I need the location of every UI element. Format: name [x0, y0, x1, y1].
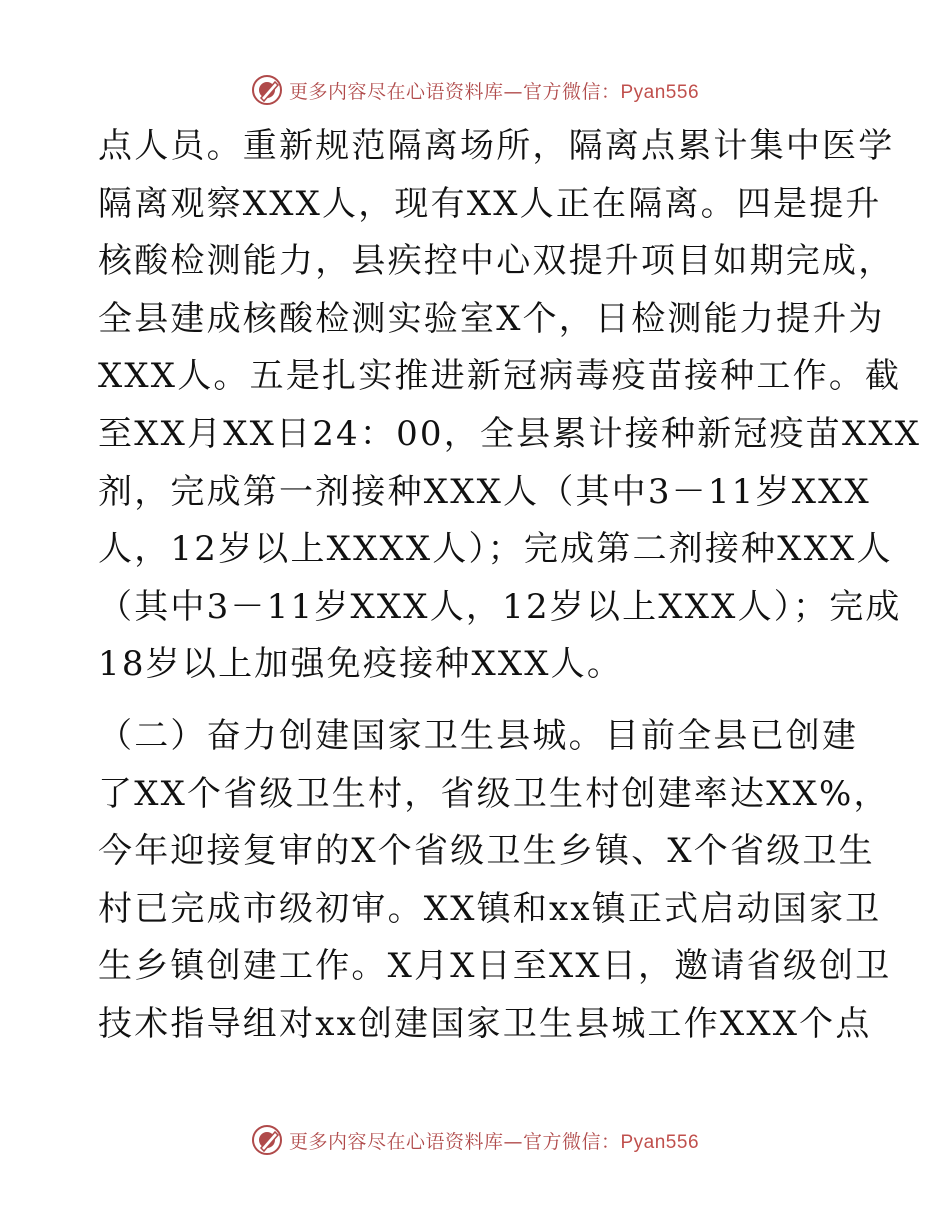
text-line: （二）奋力创建国家卫生县城。目前全县已创建 — [98, 715, 859, 756]
document-body — [98, 118, 922, 1054]
text-line: 今年迎接复审的X个省级卫生乡镇、X个省级卫生 — [98, 831, 875, 872]
text-line: 点人员。重新规范隔离场所，隔离点累计集中医学 — [98, 126, 895, 166]
text-line: 技术指导组对xx创建国家卫生县城工作XXX个点 — [98, 1003, 872, 1044]
watermark-separator: — — [503, 80, 523, 103]
text-line: XXX人。五是扎实推进新冠病毒疫苗接种工作。截 — [98, 356, 902, 397]
text-line: 至XX月XX日24：00，全县累计接种新冠疫苗XXX — [98, 413, 922, 454]
text-line: 全县建成核酸检测实验室X个，日检测能力提升为 — [98, 298, 885, 339]
watermark-text — [289, 1127, 699, 1154]
pen-seal-logo-icon — [251, 74, 283, 106]
pen-seal-logo-icon — [251, 1124, 283, 1156]
text-line: （其中3－11岁XXX人，12岁以上XXX人）；完成 — [98, 586, 902, 627]
watermark-wechat-label: 官方微信： — [522, 1130, 621, 1153]
paragraph-2 — [98, 708, 892, 1054]
text-line: 了XX个省级卫生村，省级卫生村创建率达XX%， — [98, 773, 890, 814]
paragraph-spacer — [98, 694, 858, 708]
text-line: 人，12岁以上XXXX人）；完成第二剂接种XXX人 — [98, 529, 893, 570]
text-line: 隔离观察XXX人，现有XX人正在隔离。四是提升 — [98, 183, 882, 224]
text-line: 生乡镇创建工作。X月X日至XX日，邀请省级创卫 — [98, 946, 892, 987]
watermark-banner-bottom — [0, 1120, 950, 1160]
text-line: 村已完成市级初审。XX镇和xx镇正式启动国家卫 — [98, 888, 882, 929]
watermark-text — [289, 77, 699, 104]
watermark-main-text: 更多内容尽在心语资料库 — [288, 1130, 504, 1153]
text-line: 剂，完成第一剂接种XXX人（其中3－11岁XXX — [98, 471, 871, 512]
paragraph-1 — [98, 118, 922, 694]
text-line: 18岁以上加强免疫接种XXX人。 — [98, 644, 624, 685]
watermark-wechat-id: Pyan556 — [620, 1131, 700, 1153]
watermark-banner-top — [0, 70, 950, 110]
watermark-wechat-label: 官方微信： — [522, 80, 621, 103]
watermark-wechat-id: Pyan556 — [620, 81, 700, 103]
watermark-separator: — — [503, 1130, 523, 1153]
watermark-main-text: 更多内容尽在心语资料库 — [288, 80, 504, 103]
text-line: 核酸检测能力，县疾控中心双提升项目如期完成， — [98, 241, 895, 282]
